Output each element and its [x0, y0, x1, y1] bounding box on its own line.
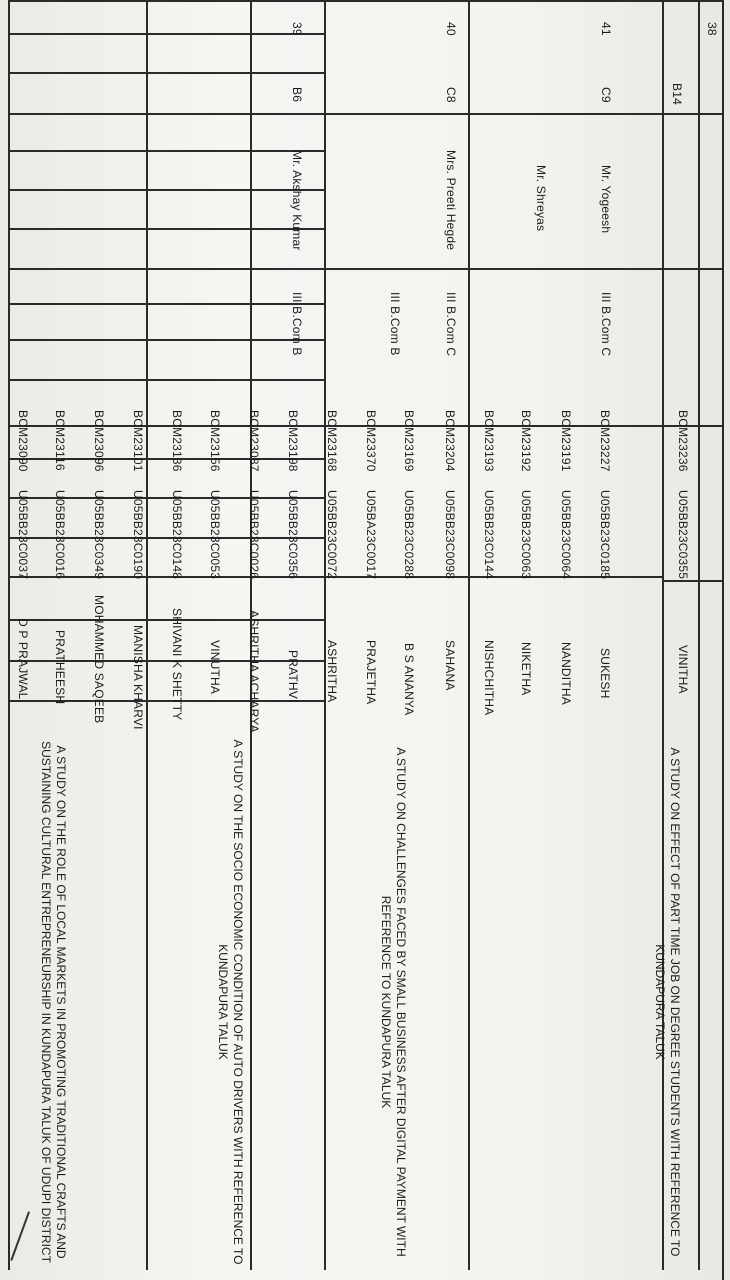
rule-class	[325, 0, 327, 1270]
project-title: A STUDY ON THE SOCIO ECONOMIC CONDITION OF AUTO DRIVERS WITH REFERENCE TO KUNDAPURA TALUK	[216, 739, 245, 1265]
row-sno: 38	[705, 22, 719, 36]
student-reg: BCM23096	[92, 410, 106, 472]
group-code: C8	[444, 87, 458, 103]
student-name: VINITHA	[676, 645, 690, 694]
student-name: NISHCHITHA	[482, 640, 496, 716]
student-name: ASHRITHA	[325, 640, 339, 703]
sub-sep	[10, 228, 326, 230]
student-uid: U05BB23C0098	[443, 490, 457, 580]
student-uid: U05BB23C0185	[598, 490, 612, 580]
row-sno: 39	[290, 22, 304, 36]
project-title: A STUDY ON THE ROLE OF LOCAL MARKETS IN PROMOTING TRADITIONAL CRAFTS AND SUSTAINING CULTURAL ENTREPRENEURSHIP IN KUNDAPURA TALUK OF UDUPI DISTRICT	[39, 741, 68, 1263]
student-name: MOHAMMED SAQEEB	[92, 595, 106, 724]
student-uid: U05BB23C0053	[208, 490, 222, 580]
student-uid: U05BB23C0037	[16, 490, 30, 580]
sub-sep	[10, 72, 326, 74]
student-uid: U05BB23C0016	[53, 490, 67, 580]
row-sep-top	[10, 0, 724, 2]
student-reg: BCM23136	[170, 410, 184, 472]
student-reg: BCM23191	[559, 410, 573, 472]
sub-sep	[10, 189, 326, 191]
row-sno: 41	[599, 22, 613, 36]
student-reg: BCM23192	[519, 410, 533, 472]
student-name: D P PRAJWAL	[16, 618, 30, 700]
student-uid: U05BB23C0355	[676, 490, 690, 580]
student-name: SAHANA	[443, 640, 457, 691]
student-name: B S ANANYA	[402, 643, 416, 716]
student-reg: BCM23198	[286, 410, 300, 472]
student-uid: U05BB23C0288	[402, 490, 416, 580]
student-reg: BCM23087	[247, 410, 261, 472]
pen-stroke	[11, 1211, 30, 1260]
student-uid: U05BB23C0072	[325, 490, 339, 580]
student-reg: BCM23193	[482, 410, 496, 472]
guide-name: Mr. Shreyas	[534, 165, 548, 232]
rule-sno	[699, 0, 701, 1270]
guide-name: Mrs. Preeti Hegde	[444, 150, 458, 251]
rule-name	[9, 0, 11, 1270]
rule-guide	[469, 0, 471, 1270]
class-name: III B.Com B	[388, 292, 402, 356]
student-name: NIKETHA	[519, 642, 533, 696]
student-reg: BCM23370	[364, 410, 378, 472]
project-title: A STUDY ON EFFECT OF PART TIME JOB ON DEGREE STUDENTS WITH REFERENCE TO KUNDAPURA TALUK	[653, 747, 682, 1257]
row-sep-38-39	[664, 580, 724, 582]
student-uid: U05BB23C0349	[92, 490, 106, 580]
student-reg: BCM23236	[676, 410, 690, 472]
student-name: NANDITHA	[559, 642, 573, 705]
student-uid: U05BB23C0026	[247, 490, 261, 580]
student-name: PRATHVI	[286, 650, 300, 703]
student-uid: U05BB23C0356	[286, 490, 300, 580]
class-name: III B.Com B	[290, 292, 304, 356]
student-reg: BCM23168	[325, 410, 339, 472]
student-uid: U05BB23C0064	[559, 490, 573, 580]
student-reg: BCM23090	[16, 410, 30, 472]
row-sno: 40	[444, 22, 458, 36]
student-reg: BCM23116	[53, 410, 67, 471]
guide-name: Mr. Yogeesh	[599, 165, 613, 234]
student-name: VINUTHA	[208, 640, 222, 695]
group-code: B14	[670, 83, 684, 105]
rule-reg2	[147, 0, 149, 1270]
student-reg: BCM23169	[402, 410, 416, 472]
sub-sep	[10, 339, 326, 341]
student-reg: BCM23204	[443, 410, 457, 472]
student-name: PRAJETHA	[364, 640, 378, 705]
class-name: III B.Com C	[599, 292, 613, 357]
sub-sep	[10, 379, 326, 381]
student-uid: U05BB23C0190	[131, 490, 145, 580]
row-sep-bottom	[10, 33, 326, 35]
student-name: ASHRITHA ACHARYA	[247, 610, 261, 733]
project-title: A STUDY ON CHALLENGES FACED BY SMALL BUSINESS AFTER DIGITAL PAYMENT WITH REFERENCE TO KUNDAPURA TALUK	[379, 747, 408, 1257]
sub-sep	[10, 303, 326, 305]
class-name: III B.Com C	[444, 292, 458, 357]
row-sep-40-41	[10, 268, 724, 270]
student-uid: U05BB23C0063	[519, 490, 533, 580]
student-uid: U05BA23C0017	[364, 490, 378, 580]
student-reg: BCM23156	[208, 410, 222, 472]
group-code: B6	[290, 87, 304, 103]
student-name: SHIVANI K SHETTY	[170, 608, 184, 721]
rule-top	[723, 0, 725, 1280]
sub-sep	[10, 150, 326, 152]
student-name: PRATHEESH	[53, 630, 67, 705]
student-reg: BCM23101	[131, 410, 145, 472]
student-uid: U05BB23C0148	[170, 490, 184, 580]
group-code: C9	[599, 87, 613, 103]
sub-sep	[10, 619, 326, 621]
row-sep-41	[10, 113, 724, 115]
student-reg: BCM23227	[598, 410, 612, 472]
student-name: MANISHA KHARVI	[131, 625, 145, 730]
guide-name: Mr. Akshay Kumar	[290, 150, 304, 251]
student-name: SUKESH	[598, 648, 612, 699]
student-uid: U05BB23C0144	[482, 490, 496, 580]
